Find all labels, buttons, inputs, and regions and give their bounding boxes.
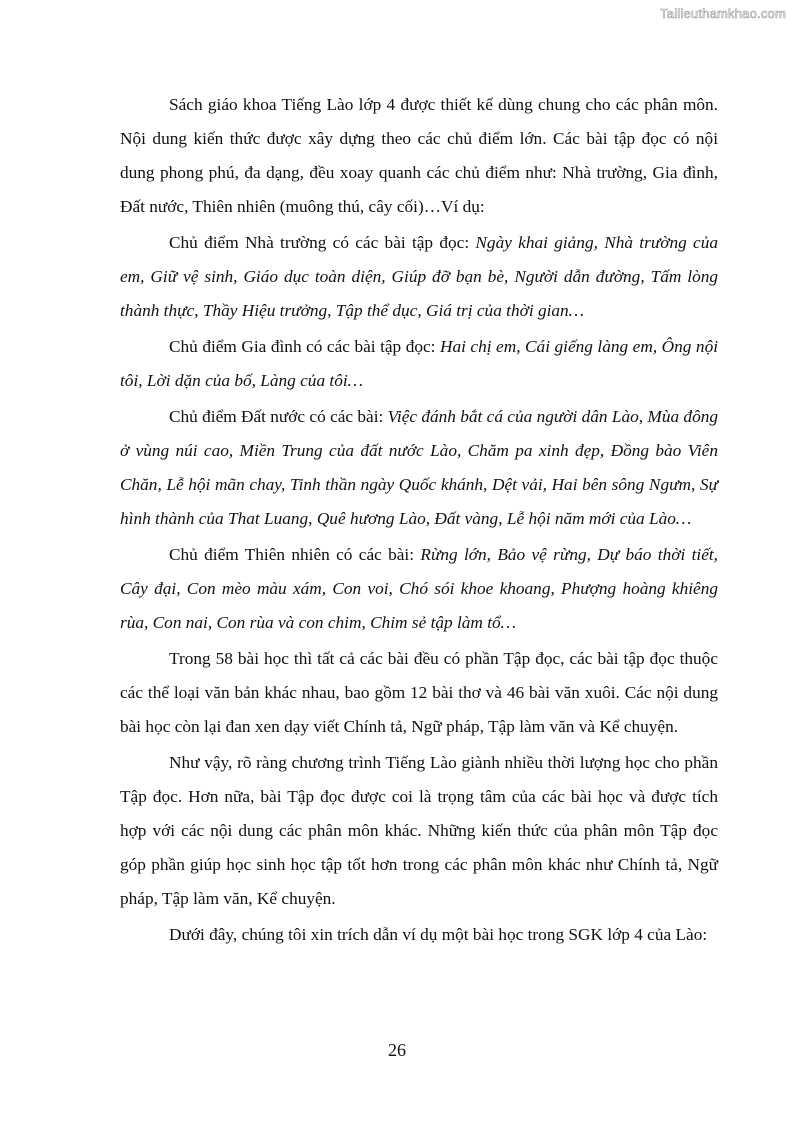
paragraph-text: Sách giáo khoa Tiếng Lào lớp 4 được thiết kế dùng chung cho các phân môn. Nội dung kiến thức được xây dựng theo các chủ điểm lớn. Các bài tập đọc có nội dung phong phú, đa dạng, đều xoay quanh các chủ điểm như: Nhà trường, Gia đình, Đất nước, Thiên nhiên (muông thú, cây cối)…Ví dụ:: [120, 95, 718, 216]
paragraph-text: Chủ điểm Gia đình có các bài tập đọc:: [169, 337, 440, 356]
paragraph-intro: [120, 88, 718, 224]
paragraph-text: Chủ điểm Nhà trường có các bài tập đọc:: [169, 233, 476, 252]
lesson-titles: Hai chị em, Cái giếng làng em, Ông nội tôi, Lời dặn của bố, Làng của tôi…: [120, 337, 719, 390]
document-body: [120, 88, 718, 954]
paragraph-theme-country: [120, 400, 718, 536]
paragraph-text: Trong 58 bài học thì tất cả các bài đều có phần Tập đọc, các bài tập đọc thuộc các thể loại văn bản khác nhau, bao gồm 12 bài thơ và 46 bài văn xuôi. Các nội dung bài học còn lại đan xen dạy viết Chính tả, Ngữ pháp, Tập làm văn và Kể chuyện.: [120, 649, 718, 736]
watermark-text: Tailieuthamkhao.com: [660, 6, 786, 21]
paragraph-example-intro: [120, 918, 718, 952]
paragraph-text: Chủ điểm Thiên nhiên có các bài:: [169, 545, 421, 564]
lesson-titles: Ngày khai giảng, Nhà trường của em, Giữ vệ sinh, Giáo dục toàn diện, Giúp đỡ bạn bè, Người dẫn đường, Tấm lòng thành thực, Thầy Hiệu trưởng, Tập thể dục, Giá trị của thời gian…: [120, 233, 718, 320]
lesson-titles: Rừng lớn, Bảo vệ rừng, Dự báo thời tiết, Cây đại, Con mèo màu xám, Con voi, Chó sói khoe khoang, Phượng hoàng khiêng rùa, Con nai, Con rùa và con chim, Chim sẻ tập làm tổ…: [120, 545, 718, 632]
page-number: 26: [388, 1040, 406, 1060]
paragraph-theme-nature: [120, 538, 718, 640]
paragraph-theme-family: [120, 330, 718, 398]
paragraph-text: Như vậy, rõ ràng chương trình Tiếng Lào giành nhiều thời lượng học cho phần Tập đọc. Hơn nữa, bài Tập đọc được coi là trọng tâm của các bài học và được tích hợp với các nội dung các phân môn khác. Những kiến thức của phân môn Tập đọc góp phần giúp học sinh học tập tốt hơn trong các phân môn khác như Chính tả, Ngữ pháp, Tập làm văn, Kể chuyện.: [120, 753, 718, 908]
lesson-titles: Việc đánh bắt cá của người dân Lào, Mùa đông ở vùng núi cao, Miền Trung của đất nước Lào, Chăm pa xinh đẹp, Đồng bào Viên Chăn, Lễ hội mãn chay, Tinh thần ngày Quốc khánh, Dệt vải, Hai bên sông Ngưm, Sự hình thành của That Luang, Quê hương Lào, Đất vàng, Lễ hội năm mới của Lào…: [120, 407, 718, 528]
paragraph-text: Chủ điểm Đất nước có các bài:: [169, 407, 388, 426]
paragraph-lesson-count: [120, 642, 718, 744]
paragraph-text: Dưới đây, chúng tôi xin trích dẫn ví dụ một bài học trong SGK lớp 4 của Lào:: [169, 925, 708, 944]
paragraph-theme-school: [120, 226, 718, 328]
paragraph-reading-focus: [120, 746, 718, 916]
